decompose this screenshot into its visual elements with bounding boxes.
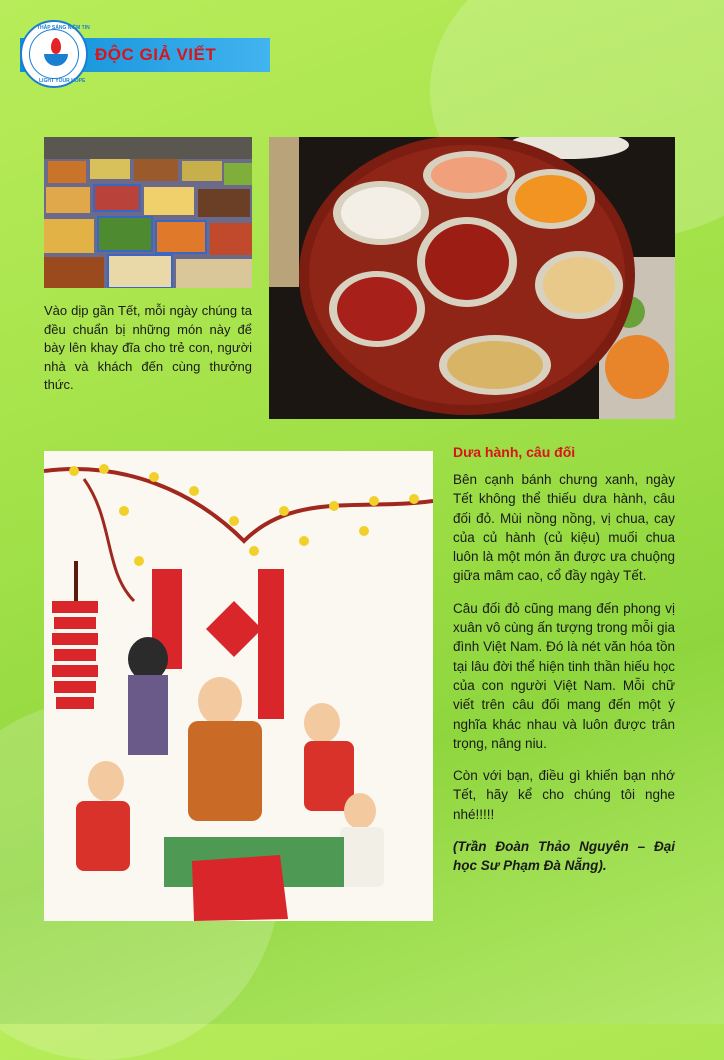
tet-painting-art: [44, 451, 433, 921]
intro-paragraph: Vào dịp gần Tết, mỗi ngày chúng ta đều chuẩn bị những món này để bày lên khay đĩa cho trẻ con, người nhà và khách đến cùng thưởng thức.: [44, 303, 252, 393]
flame-icon: [51, 38, 61, 54]
candy-tray-art: [269, 137, 675, 419]
candy-tray-photo: [269, 137, 675, 419]
market-photo-art: [44, 137, 252, 288]
market-photo: [44, 137, 252, 288]
logo: [20, 20, 88, 88]
section-title: ĐỘC GIẢ VIẾT: [95, 45, 217, 64]
logo-top-text: THẮP SÁNG NIỀM TIN: [37, 25, 90, 31]
article-body: [453, 470, 675, 889]
article-paragraph: Câu đối đỏ cũng mang đến phong vị xuân vô cùng ấn tượng trong mỗi gia đình Việt Nam. Đó là nét văn hóa tồn tại lâu đời thể hiện tinh thần hiếu học của con người Việt Nam. Mỗi chữ viết trên câu đối mang đến một ý nghĩa khác nhau và luôn được trân trọng, nâng niu.: [453, 600, 675, 751]
logo-bottom-text: LIGHT YOUR HOPE: [39, 78, 86, 84]
article-paragraph: Bên cạnh bánh chưng xanh, ngày Tết không thể thiếu dưa hành, câu đối đỏ. Mùi nồng nồng, vị chua, cay của củ hành (củ kiệu) muối chua luôn là một món ăn được ưa chuộng giữa mâm cao, cổ đầy ngày Tết.: [453, 472, 675, 584]
tet-painting: [44, 451, 433, 921]
article-paragraph: Còn với bạn, điều gì khiến bạn nhớ Tết, hãy kể cho chúng tôi nghe nhé!!!!!: [453, 768, 675, 822]
author-credit: (Trần Đoàn Thảo Nguyên – Đại học Sư Phạm Đà Nẵng).: [453, 839, 675, 874]
article-heading: Dưa hành, câu đối: [453, 444, 576, 460]
